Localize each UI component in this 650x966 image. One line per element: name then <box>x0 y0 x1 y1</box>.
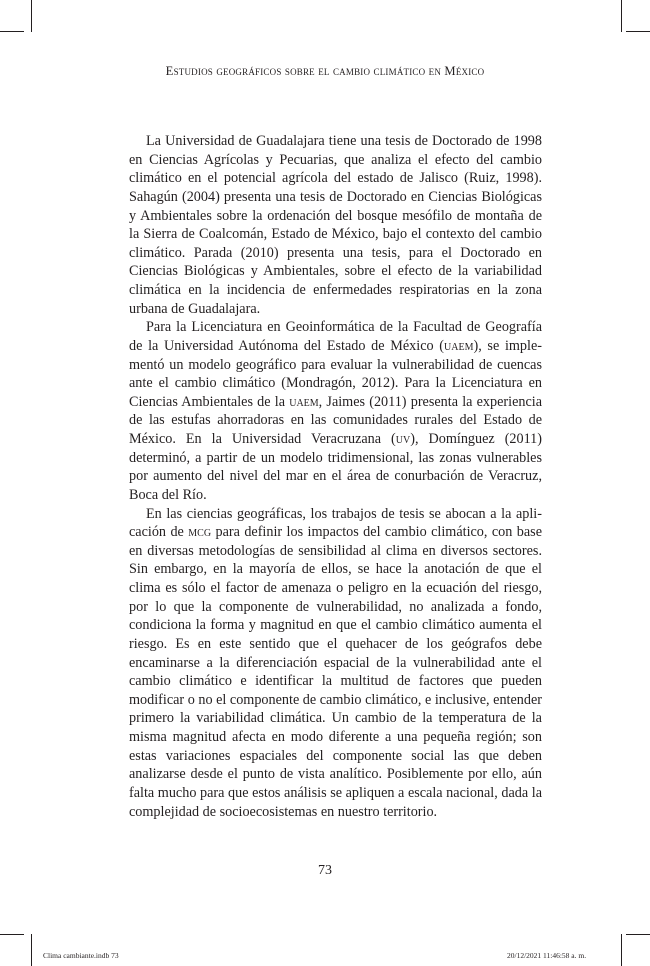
crop-mark-bottom-left-vertical <box>31 934 32 966</box>
slug-timestamp: 20/12/2021 11:46:58 a. m. <box>507 951 587 960</box>
page-number: 73 <box>318 863 332 878</box>
paragraph: Para la Licenciatura en Geoinformática de la Facultad de Geografía de la Universidad Autónoma del Estado de México (uaem), se implementó un modelo geográfico para evaluar la vulnerabilidad de cuencas ante el cambio climático (Mondragón, 2012). Para la Licenciatura en Ciencias Ambientales de la uaem, Jaimes (2011) presenta la experiencia de las estufas ahorradoras en las comunidades rurales del Estado de México. En la Universidad Veracruzana (uv), Domínguez (2011) determinó, a partir de un modelo tridimensional, las zonas vulnerables por aumento del nivel del mar en el área de conurbación de Veracruz, Boca del Río. <box>129 319 543 503</box>
crop-mark-top-right-vertical <box>621 0 622 32</box>
crop-mark-bottom-left-horizontal <box>0 934 24 935</box>
paragraph: La Universidad de Guadalajara tiene una tesis de Doctorado de 1998 en Ciencias Agrícolas y Pecuarias, que analiza el efecto del cambio climático en el potencial agrícola del estado de Jalisco (Ruiz, 1998). Sahagún (2004) presenta una tesis de Doctorado en Ciencias Biológicas y Ambientales sobre la ordenación del bosque mesófilo de montaña de la Sierra de Coalcomán, Estado de México, bajo el contexto del cambio climático. Parada (2010) presenta una tesis, para el Doctorado en Ciencias Biológicas y Ambientales, sobre el efecto de la variabilidad climática en la incidencia de enfermedades respiratorias en la zona urbana de Guadalajara. <box>129 133 542 317</box>
crop-mark-bottom-right-horizontal <box>626 934 650 935</box>
crop-mark-top-left-horizontal <box>0 31 24 32</box>
crop-mark-bottom-right-vertical <box>621 934 622 966</box>
crop-mark-top-left-vertical <box>31 0 32 32</box>
running-head: Estudios geográficos sobre el cambio climático en México <box>165 64 485 78</box>
slug-file-info: Clima cambiante.indb 73 <box>43 951 119 960</box>
body-text <box>129 132 542 821</box>
crop-mark-top-right-horizontal <box>626 31 650 32</box>
acronym: uaem <box>289 393 319 410</box>
acronym: uaem <box>444 337 474 354</box>
acronym: mcg <box>188 524 212 541</box>
paragraph: En las ciencias geográficas, los trabajos de tesis se abocan a la aplicación de mcg para definir los impactos del cambio climático, con base en diversas metodologías de sensibilidad al clima en diversos sectores. Sin embargo, en la mayoría de ellos, se hace la anotación de que el clima es sólo el factor de amenaza o peligro en la ecuación del riesgo, por lo que la componente de vulnerabilidad, no analizada a fondo, condiciona la forma y magnitud en que el cambio climático aumenta el riesgo. Es en este sentido que el quehacer de los geógrafos debe encaminarse a la diferenciación espacial de la vulnerabilidad ante el cambio climático e identificar la multitud de factores que pueden modificar o no el componente de cambio climático, e inclusive, entender primero la variabilidad climática. Un cambio de la temperatura de la misma magnitud afecta en modo diferente a una pequeña región; son estas variaciones espaciales del componente social las que deben analizarse desde el punto de vista analítico. Posiblemente por ello, aún falta mucho para que estos análisis se apliquen a escala nacional, dada la complejidad de socioecosistemas en nuestro territorio. <box>129 505 542 820</box>
acronym: uv <box>395 431 411 447</box>
